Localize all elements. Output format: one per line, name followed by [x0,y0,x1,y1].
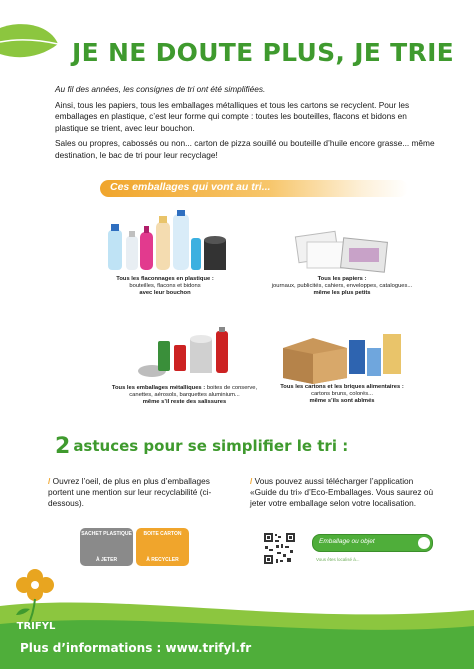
section-title: Ces emballages qui vont au tri... [110,181,271,193]
tip-2 [250,476,440,509]
intro-lead: Au fil des années, les consignes de tri ont été simplifiées. [55,84,266,94]
plastic-bottles-icon [100,210,230,276]
cartons-line2: même s’ils sont abîmés [309,398,375,405]
badge-right-bottom: À RECYCLER [146,557,179,563]
metals-caption-row [92,385,277,392]
tips-title [55,434,348,459]
intro-paragraph-2: Sales ou propres, cabossés ou non... carton de pizza souillé ou bouteille d’huile encore grasse... même destination, le bac de tri pour leur recyclage! [55,138,435,160]
metals-caption: Tous les emballages métalliques : [111,385,206,391]
badge-plastic-bag [80,528,133,566]
qr-code-icon[interactable] [263,532,296,565]
tip-1-text: Ouvrez l’oeil, de plus en plus d’emballages portent une mention sur leur recyclabilité (ci-dessous). [48,476,212,508]
metals-line1b: canettes, aérosols, barquettes aluminium... [129,392,240,399]
papers-caption: Tous les papiers : [317,276,367,282]
cartons-line1: cartons bruns, colorés... [311,391,373,398]
plastics-line2: avec leur bouchon [139,290,191,297]
app-search-input[interactable] [312,534,433,552]
footer-info[interactable]: Plus d’informations : www.trifyl.fr [20,641,252,655]
metal-cans-icon [130,327,240,385]
app-search-placeholder: Emballage ou objet [319,538,375,545]
papers-line2: même les plus petits [313,290,371,297]
badge-carton-box [136,528,189,566]
page-title: JE NE DOUTE PLUS, JE TRIE [72,38,455,67]
item-cartons [262,326,422,406]
tip-1 [48,476,238,509]
badge-left-bottom: À JETER [95,557,118,563]
tip-2-text: Vous pouvez aussi télécharger l’application «Guide du tri» d’Eco-Emballages. Vous saurez où jeter votre emballage selon votre localisation. [250,476,434,508]
papers-line1: journaux, publicités, cahiers, enveloppes, catalogues... [271,283,413,290]
app-search-preview [312,534,433,568]
section-banner [100,180,408,197]
plastics-caption: Tous les flaconnages en plastique : [116,276,214,282]
papers-icon [287,228,397,276]
item-plastics [95,210,235,298]
logo-text: TRIFYL [16,621,56,632]
trifyl-logo-icon [6,563,64,635]
app-location-hint: Vous êtes localisé à... [316,557,360,562]
metals-line2: même s’il reste des salissures [142,399,227,406]
cartons-icon [277,326,407,384]
item-papers [262,228,422,298]
badge-right-top: BOITE CARTON [143,531,182,537]
footer-band [0,596,474,669]
item-metals [92,327,277,407]
search-go-icon[interactable] [418,537,430,549]
tips-title-text: astuces pour se simplifier le tri : [73,437,349,455]
cartons-caption: Tous les cartons et les briques alimentaires : [280,384,404,390]
slash-icon: / [250,476,253,486]
plastics-line1: bouteilles, flacons et bidons [129,283,201,290]
badge-left-top: SACHET PLASTIQUE [81,531,132,537]
metals-line1: boites de conserve, [206,385,258,391]
leaf-decoration-icon [0,20,60,70]
intro-text [55,84,440,165]
slash-icon: / [48,476,51,486]
tips-number: 2 [55,434,71,459]
intro-paragraph-1: Ainsi, tous les papiers, tous les emballages métalliques et tous les cartons se recyclent. Pour les emballages en plastique, c’est leur forme qui compte : toutes les bouteilles, flacons et bidons en plastique se trient, avec leur bouchon. [55,99,410,133]
